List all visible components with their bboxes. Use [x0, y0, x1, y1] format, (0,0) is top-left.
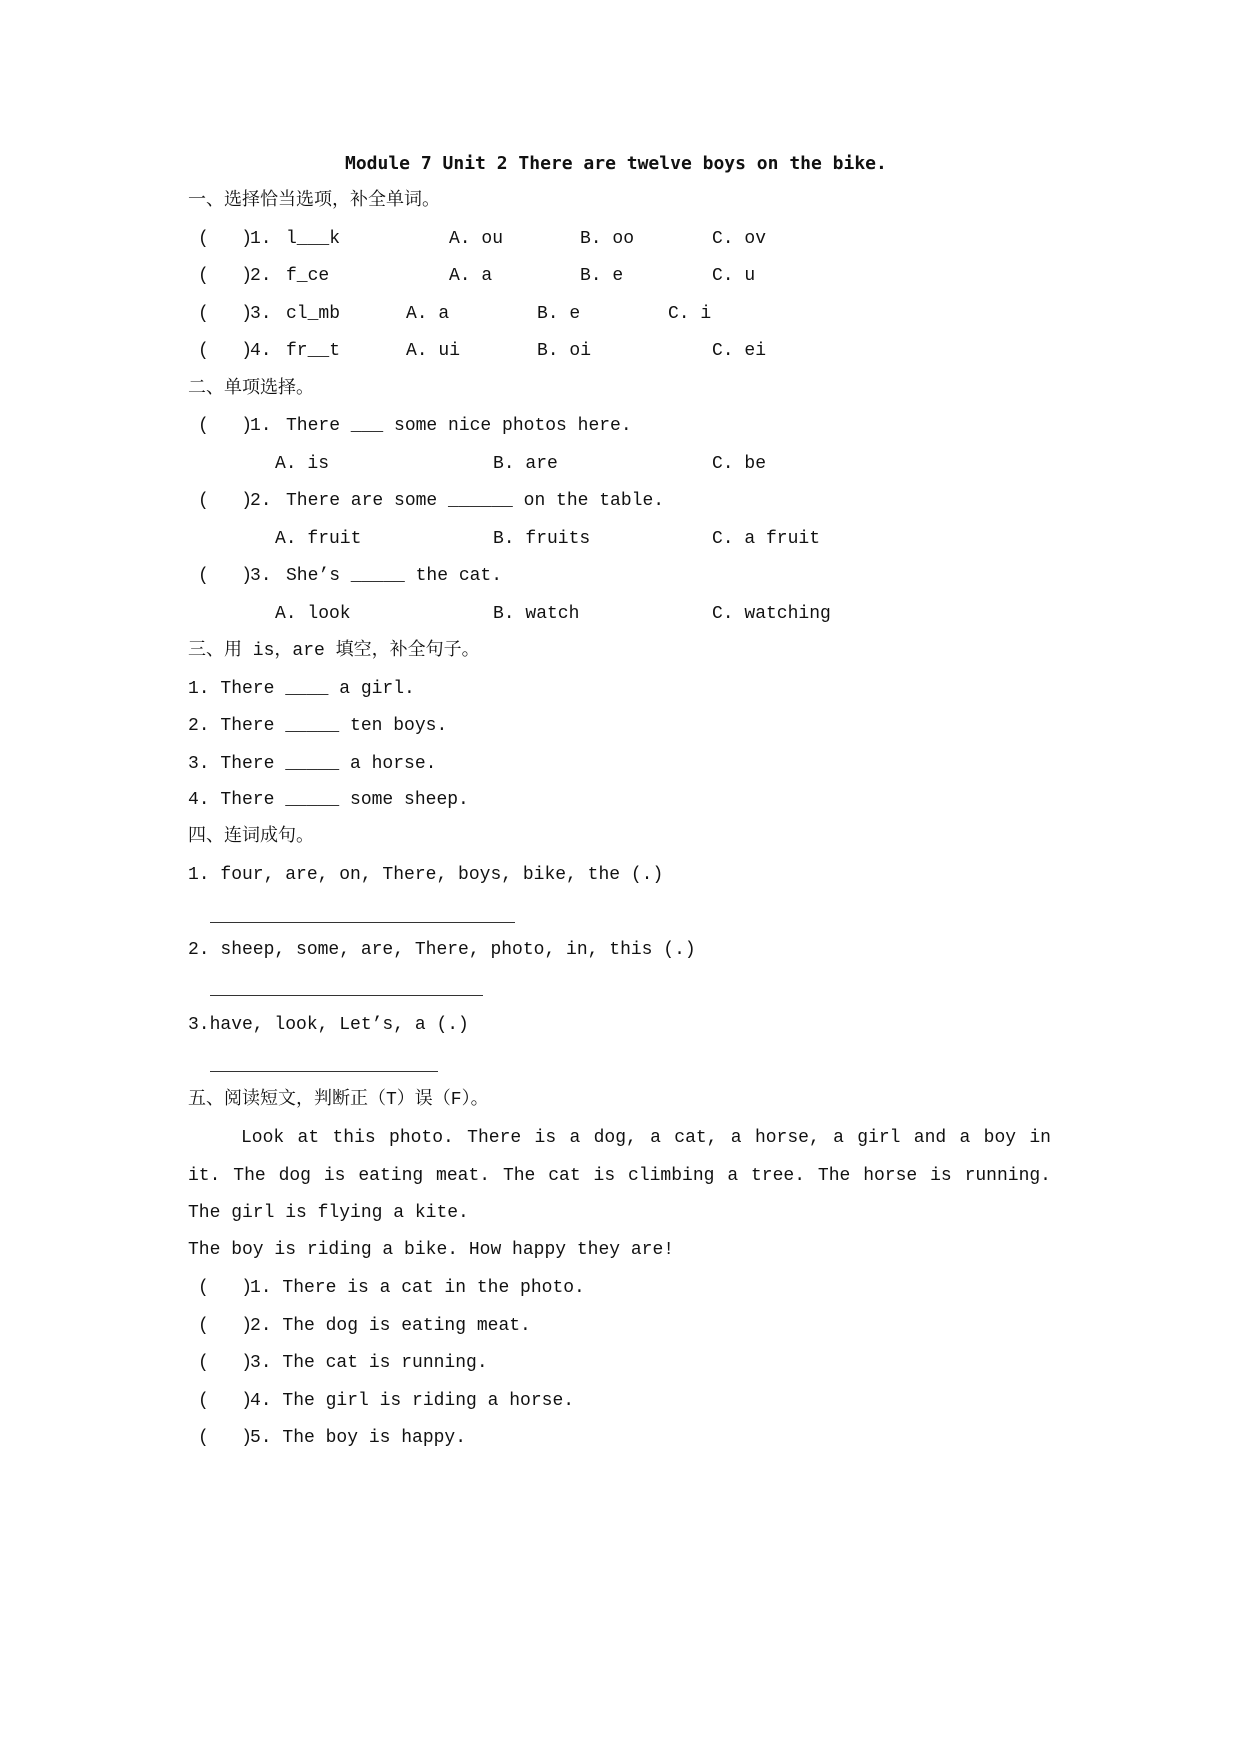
option-a: A. is: [275, 454, 330, 474]
word: cl_mb: [286, 304, 341, 324]
section-2-heading: 二、单项选择。: [188, 379, 314, 399]
answer-paren[interactable]: ( ): [198, 566, 253, 586]
answer-paren[interactable]: ( ): [198, 1278, 253, 1298]
option-c: C. u: [712, 266, 756, 286]
option-a: A. fruit: [275, 529, 362, 549]
option-c: C. watching: [712, 604, 831, 624]
option-c: C. a fruit: [712, 529, 821, 549]
answer-paren[interactable]: ( ): [198, 266, 253, 286]
word-order-item: 3.have, look, Let’s, a (.): [188, 1015, 469, 1035]
question-number: 2.: [250, 266, 272, 286]
reading-passage: Look at this photo. There is a dog, a cat, a horse, a girl and a boy in it. The dog is eating meat. The cat is climbing a tree. The horse is running. The girl is flying a kite.: [188, 1128, 1051, 1223]
section-3-heading: 三、用 is，are 填空，补全句子。: [188, 641, 480, 661]
question-number: 3.: [250, 566, 272, 586]
word-order-item: 2. sheep, some, are, There, photo, in, this (.): [188, 940, 696, 960]
statement: 1. There is a cat in the photo.: [250, 1278, 585, 1298]
answer-line[interactable]: [210, 1071, 438, 1072]
option-b: B. fruits: [493, 529, 591, 549]
answer-paren[interactable]: ( ): [198, 229, 253, 249]
statement: 5. The boy is happy.: [250, 1428, 467, 1448]
option-b: B. oi: [537, 341, 592, 361]
question-number: 1.: [250, 229, 272, 249]
reading-passage-end: The boy is riding a bike. How happy they are!: [188, 1240, 675, 1260]
statement: 3. The cat is running.: [250, 1353, 488, 1373]
statement: 2. The dog is eating meat.: [250, 1316, 531, 1336]
option-c: C. i: [668, 304, 712, 324]
answer-paren[interactable]: ( ): [198, 491, 253, 511]
answer-paren[interactable]: ( ): [198, 304, 253, 324]
answer-paren[interactable]: ( ): [198, 1428, 253, 1448]
question-number: 3.: [250, 304, 272, 324]
section-4-heading: 四、连词成句。: [188, 827, 314, 847]
option-a: A. ui: [406, 341, 461, 361]
answer-line[interactable]: [210, 922, 515, 923]
question-number: 1.: [250, 416, 272, 436]
option-c: C. ei: [712, 341, 767, 361]
fill-sentence: 4. There _____ some sheep.: [188, 790, 469, 810]
page-title: Module 7 Unit 2 There are twelve boys on the bike.: [345, 153, 887, 174]
option-c: C. be: [712, 454, 767, 474]
option-b: B. e: [580, 266, 624, 286]
answer-paren[interactable]: ( ): [198, 341, 253, 361]
answer-line[interactable]: [210, 995, 483, 996]
question-text: There are some ______ on the table.: [286, 491, 665, 511]
option-b: B. are: [493, 454, 558, 474]
word: l___k: [286, 229, 341, 249]
word-order-item: 1. four, are, on, There, boys, bike, the (.): [188, 865, 664, 885]
question-number: 4.: [250, 341, 272, 361]
section-5-heading: 五、阅读短文，判断正（T）误（F）。: [188, 1090, 489, 1110]
question-text: There ___ some nice photos here.: [286, 416, 632, 436]
option-a: A. a: [406, 304, 450, 324]
option-a: A. a: [449, 266, 493, 286]
question-text: She’s _____ the cat.: [286, 566, 503, 586]
option-a: A. look: [275, 604, 351, 624]
option-a: A. ou: [449, 229, 504, 249]
option-b: B. oo: [580, 229, 635, 249]
answer-paren[interactable]: ( ): [198, 1353, 253, 1373]
question-number: 2.: [250, 491, 272, 511]
word: fr__t: [286, 341, 341, 361]
fill-sentence: 3. There _____ a horse.: [188, 754, 437, 774]
option-b: B. e: [537, 304, 581, 324]
word: f_ce: [286, 266, 330, 286]
statement: 4. The girl is riding a horse.: [250, 1391, 575, 1411]
option-c: C. ov: [712, 229, 767, 249]
fill-sentence: 1. There ____ a girl.: [188, 679, 415, 699]
fill-sentence: 2. There _____ ten boys.: [188, 716, 448, 736]
answer-paren[interactable]: ( ): [198, 1391, 253, 1411]
answer-paren[interactable]: ( ): [198, 416, 253, 436]
answer-paren[interactable]: ( ): [198, 1316, 253, 1336]
section-1-heading: 一、选择恰当选项，补全单词。: [188, 191, 440, 211]
option-b: B. watch: [493, 604, 580, 624]
